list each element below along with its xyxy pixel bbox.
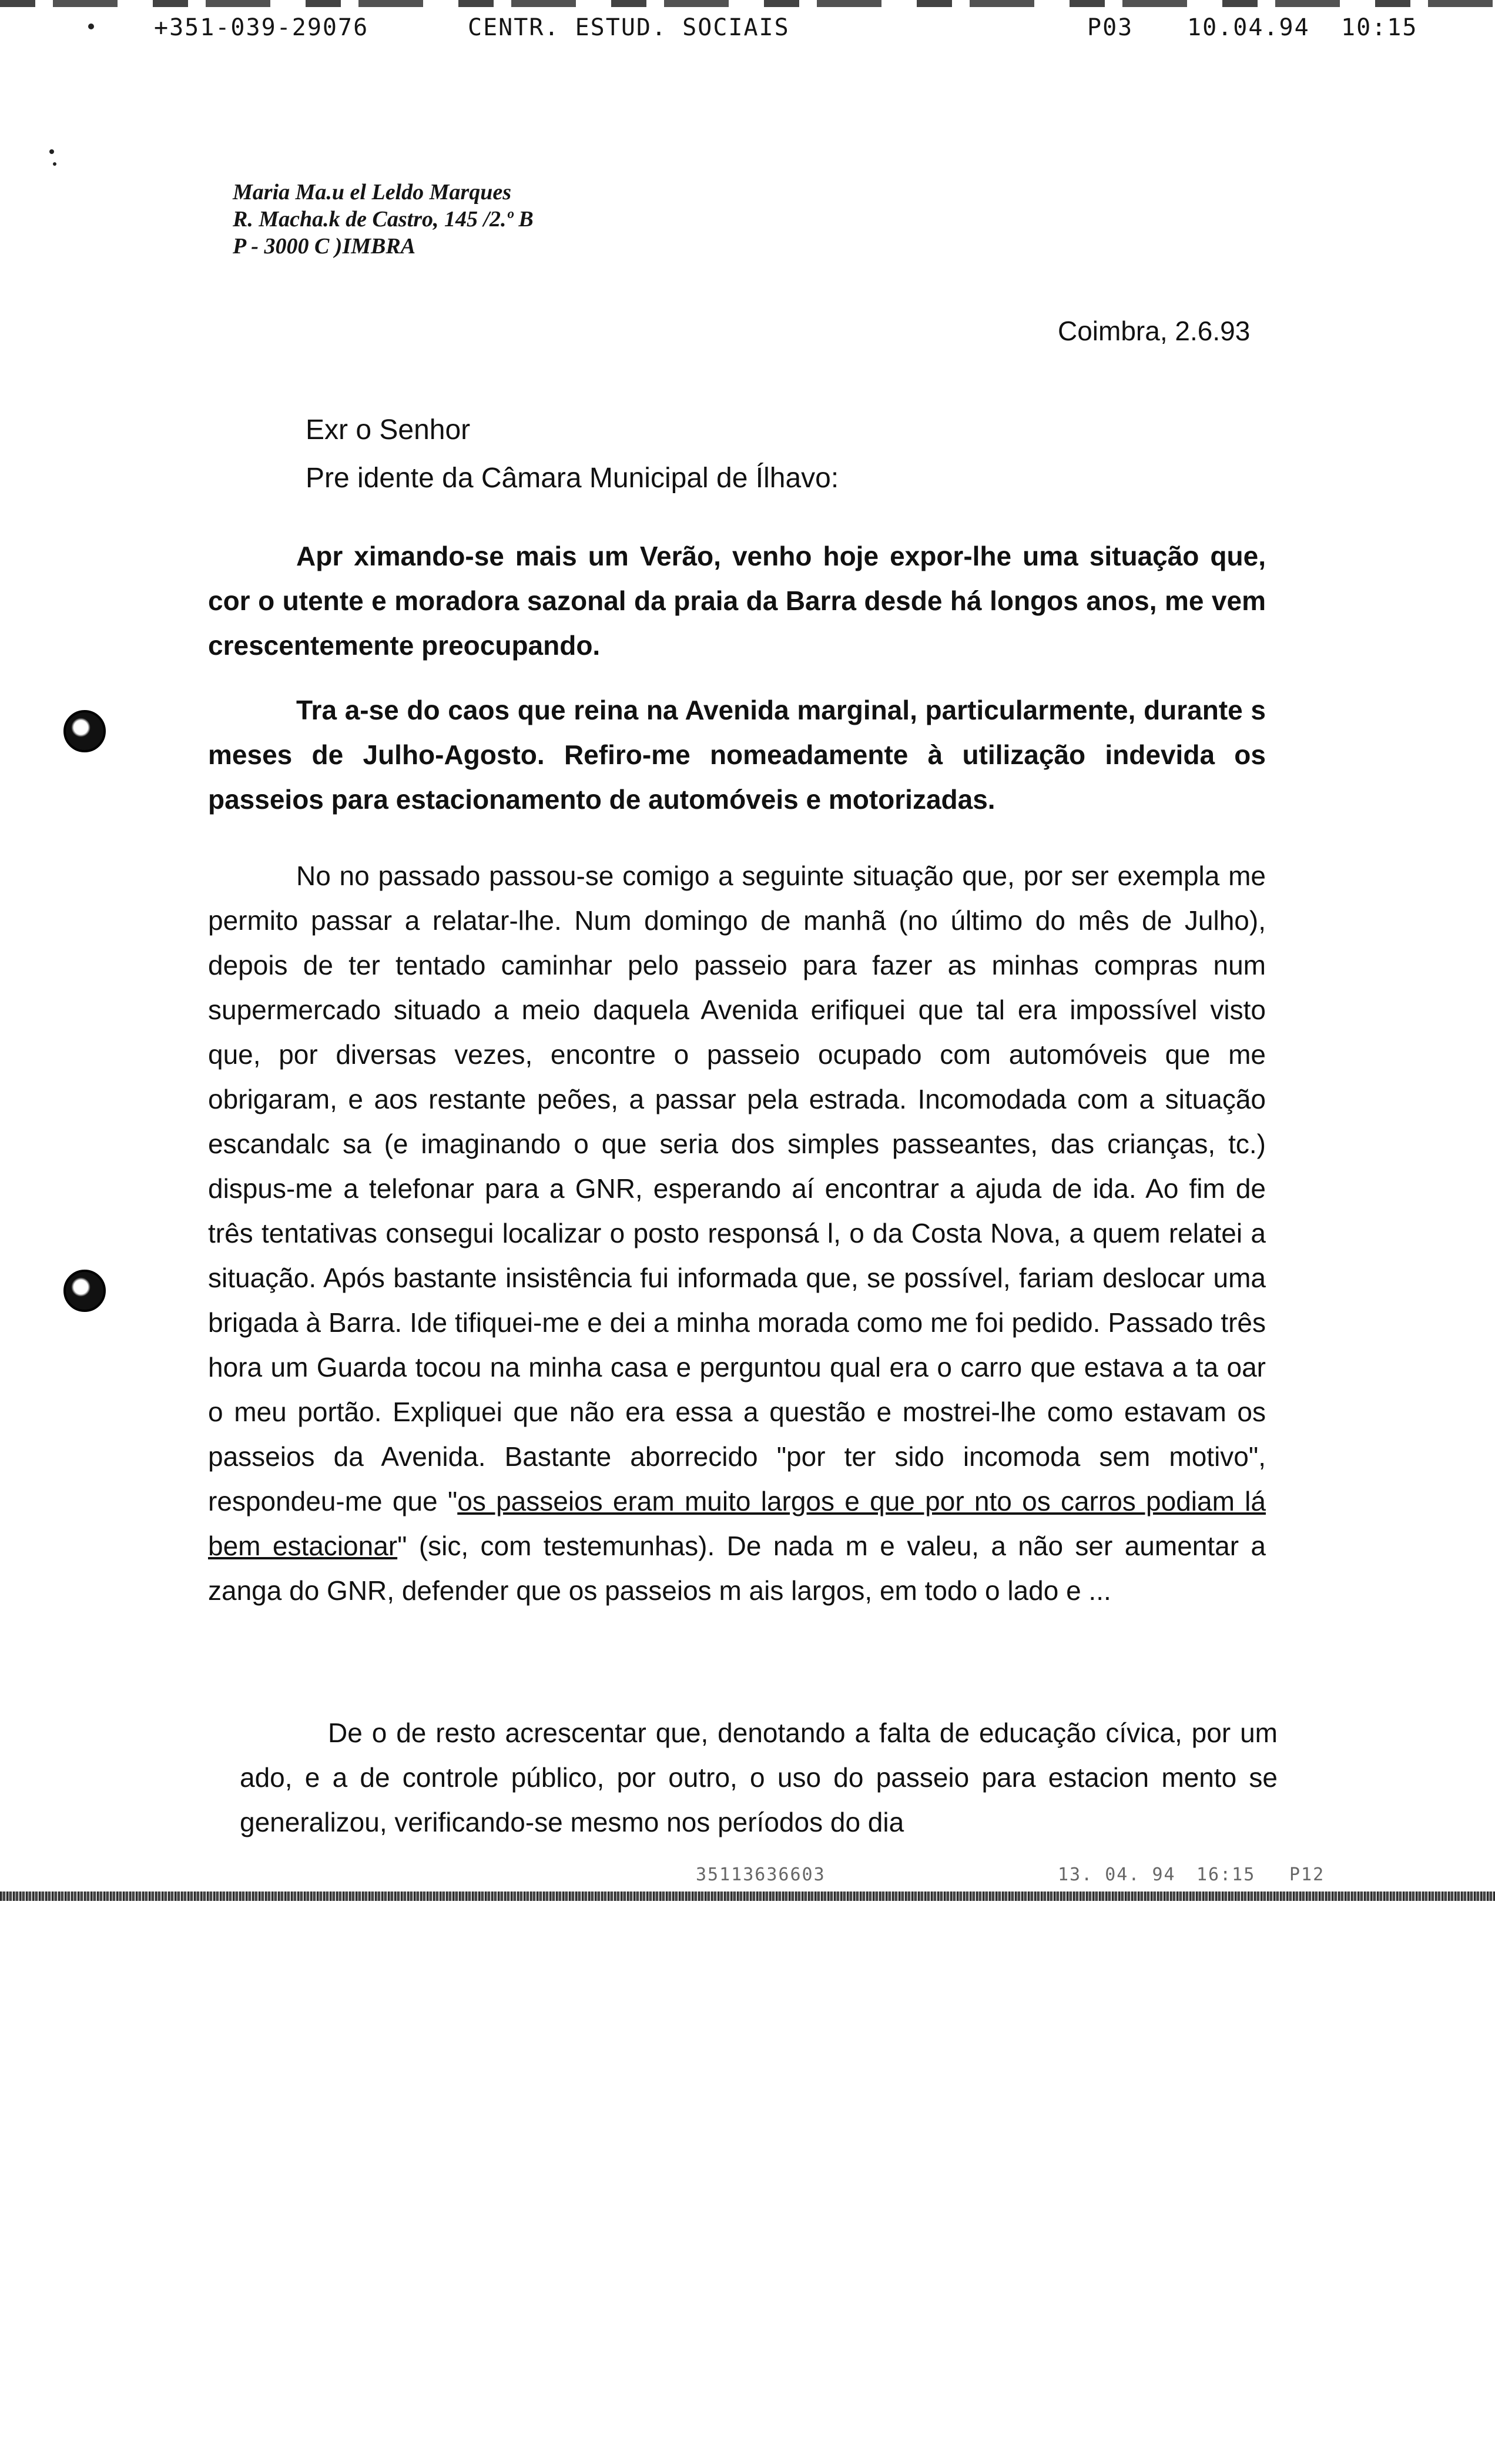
salutation-line-2: Pre idente da Câmara Municipal de Ílhavo:	[306, 463, 839, 494]
fax-top-edge	[0, 0, 1495, 7]
paragraph-1: Apr ximando-se mais um Verão, venho hoje expor-lhe uma situação que, cor o utente e moradora sazonal da praia da Barra desde há longos anos, me vem crescentemente preocupando.	[208, 541, 1266, 661]
fax-page: P03	[1087, 14, 1134, 41]
paragraph-3-quote: os passeios eram muito largos e que por nto os carros podiam lá bem estacionar	[208, 1486, 1266, 1561]
sender-street: R. Macha.k de Castro, 145 /2.º B	[233, 207, 534, 232]
fax-sender: CENTR. ESTUD. SOCIAIS	[468, 14, 790, 41]
paragraph-3-part-a: No no passado passou-se comigo a seguinte situação que, por ser exempla me permito passar a relatar-lhe. Num domingo de manhã (no último do mês de Julho), depois de ter tentado caminhar pelo passeio para fazer as minhas compras num supermercado situado a meio daquela Avenida erifiquei que tal era impossível visto que, por diversas vezes, encontre o passeio ocupado com automóveis que me obrigaram, e aos restante peões, a passar pela estrada. Incomodada com a situação escandalc sa (e imaginando o que seria dos simples passeantes, das crianças, tc.) dispus-me a telefonar para a GNR, esperando aí encontrar a ajuda de ida. Ao fim de três tentativas consegui localizar o posto responsá l, o da Costa Nova, a quem relatei a situação. Após bastante insistência fui informada que, se possível, fariam deslocar uma brigada à Barra. Ide tifiquei-me e dei a minha morada como me foi pedido. Passado três hora um Guarda tocou na minha casa e perguntou qual era o carro que estava a ta oar o meu portão. Expliquei que não era essa a questão e mostrei-lhe como estavam os passeios da Avenida. Bastante aborrecido "por ter sido incomoda sem motivo", respondeu-me que "	[208, 861, 1266, 1516]
scan-speck	[53, 162, 56, 166]
fax-phone: +351-039-29076	[154, 14, 369, 41]
fax-footer-date: 13. 04. 94	[1058, 1864, 1176, 1885]
sender-city: P - 3000 C )IMBRA	[233, 234, 416, 259]
fax-footer-number: 35113636603	[696, 1864, 826, 1885]
sender-address	[233, 179, 534, 260]
paragraph-3	[208, 853, 1266, 1613]
paragraph-4: De o de resto acrescentar que, denotando a falta de educação cívica, por um ado, e a de controle público, por outro, o uso do passeio para estacion mento se generalizou, verificando-se mesmo nos períodos do dia	[240, 1710, 1278, 1844]
salutation-line-1: Exr o Senhor	[306, 414, 471, 446]
fax-time: 10:15	[1341, 14, 1418, 41]
paragraph-3-part-b: " (sic, com testemunhas). De nada m e valeu, a não ser aumentar a zanga do GNR, defender que os passeios m ais largos, em todo o lado e ...	[208, 1531, 1266, 1606]
punch-hole	[63, 1270, 106, 1312]
fax-footer-time: 16:15	[1196, 1864, 1256, 1885]
scan-speck	[49, 149, 54, 154]
punch-hole	[63, 710, 106, 752]
scan-speck	[88, 24, 94, 29]
fax-footer-page: P12	[1289, 1864, 1325, 1885]
sender-name: Maria Ma.u el Leldo Marques	[233, 180, 511, 205]
fax-date: 10.04.94	[1187, 14, 1310, 41]
scan-bottom-bar	[0, 1891, 1495, 1901]
letter-date: Coimbra, 2.6.93	[1058, 316, 1251, 346]
paragraph-2: Tra a-se do caos que reina na Avenida marginal, particularmente, durante s meses de Julho-Agosto. Refiro-me nomeadamente à utilização indevida os passeios para estacionamento de automóveis e motorizadas.	[208, 695, 1266, 815]
